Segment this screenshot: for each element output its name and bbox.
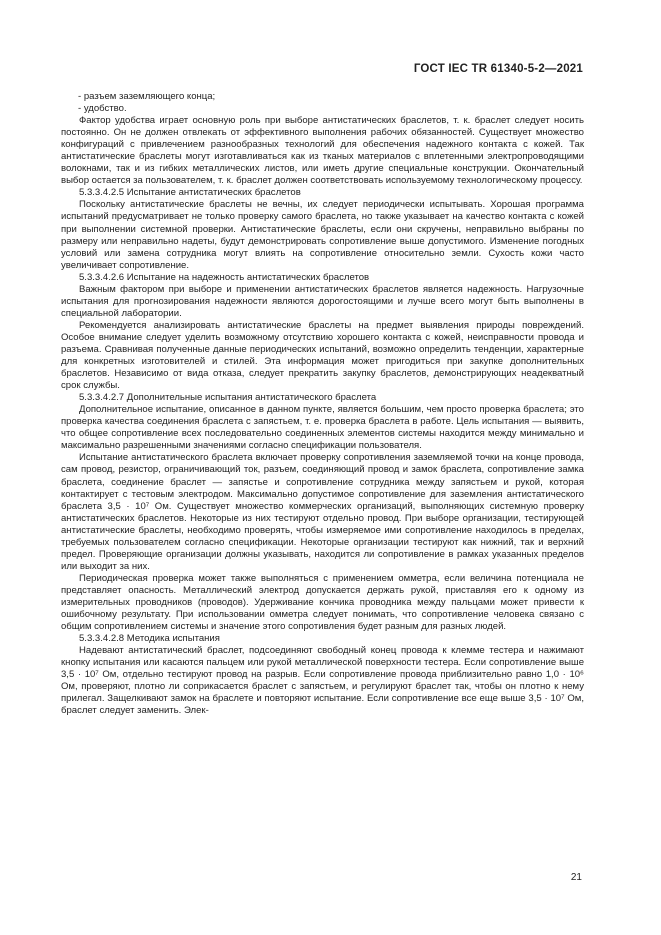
list-item-convenience: - удобство.: [78, 103, 127, 115]
paragraph: Дополнительное испытание, описанное в данном пункте, является большим, чем просто проверка браслета; это проверка качества соединения браслета с запястьем, т. е. проверка браслета в работе. Цель испытания — выявить, что общее сопротивление всех последовательно соединенных элементов системы находится между минимально и максимально разрешенными значениями согласно спецификации пользователя.: [61, 404, 584, 452]
paragraph: Важным фактором при выборе и применении антистатических браслетов является надежность. Нагрузочные испытания для прогнозирования надежности являются дорогостоящими и лучше всего могут быть выполнены в специальной лаборатории.: [61, 283, 584, 319]
section-heading: 5.3.3.4.2.7 Дополнительные испытания антистатического браслета: [79, 392, 377, 404]
paragraph: Периодическая проверка может также выполняться с применением омметра, если величина потенциала не представляет опасность. Металлический электрод допускается держать рукой, приставляя его к одному из измерительных проводников (проводов). Удерживание кончика проводника между пальцами может привести к ошибочному результату. При использовании омметра следует понимать, что сопротивление человека связано с общим сопротивлением системы и значение этого сопротивления будет разным для разных людей.: [61, 572, 584, 633]
paragraph: Поскольку антистатические браслеты не вечны, их следует периодически испытывать. Хорошая программа испытаний предусматривает не только проверку самого браслета, но также указывает на качество контакта с кожей при выполнении системной проверки. Антистатические браслеты, если они скручены, неправильно выбраны по размеру или неправильно надеты, будут демонстрировать сопротивление выше допустимого. Изменение погодных условий или замена сотрудника могут влиять на сопротивление относительно земли. Сухость кожи часто увеличивает сопротивление.: [61, 199, 584, 271]
paragraph: Рекомендуется анализировать антистатические браслеты на предмет выявления природы повреждений. Особое внимание следует уделить возможному отсутствию хорошего контакта с кожей, неисправности провода и разъема. Сравнивая полученные данные периодических испытаний, возможно определить тенденции, характерные для конкретных изготовителей и стилей. Эта информация может пригодиться при закупке дополнительных браслетов. Независимо от вида отказа, следует прекратить закупку браслетов, демонстрирующих неадекватный срок службы.: [61, 319, 584, 392]
document-body: [61, 91, 584, 717]
paragraph: Испытание антистатического браслета включает проверку сопротивления заземляемой точки на конце провода, сам провод, резистор, ограничивающий ток, разъем, соединяющий провод и замок браслета, сопротивление замка браслета, соединение браслет — запястье и сопротивление сотрудника между запястьем и рукой, которая контактирует с тестовым электродом. Максимально допустимое сопротивление для заземления антистатического браслета 3,5 · 10⁷ Ом. Существует множество коммерческих организаций, выполняющих системную проверку антистатических браслетов. Некоторые из них тестируют отдельно провод. При выборе организации, тестирующей антистатические браслеты, необходимо проверять, чтобы измеряемое ими сопротивление находилось в пределах, требуемых пользователем согласно спецификации. Некоторые организации тестируют как нижний, так и верхний предел. Проверяющие организации должны указывать, находится ли сопротивление в рамках указанных пределов или выходит за них.: [61, 452, 584, 572]
list-item-ground-connector: - разъем заземляющего конца;: [78, 91, 216, 102]
paragraph: Надевают антистатический браслет, подсоединяют свободный конец провода к клемме тестера и нажимают кнопку испытания или касаются пальцем или рукой металлической поверхности тестера. Если сопротивление выше 3,5 · 10⁷ Ом, отдельно тестируют провод на разрыв. Если сопротивление провода приблизительно равно 1,0 · 10⁶ Ом, проверяют, плотно ли соприкасается браслет с запястьем, и регулируют браслет так, чтобы он плотно к нему прилегал. Защелкивают замок на браслете и повторяют испытание. Если сопротивление все еще выше 3,5 · 10⁷ Ом, браслет следует заменить. Элек-: [61, 645, 584, 717]
page-number: 21: [570, 872, 582, 883]
section-heading: 5.3.3.4.2.6 Испытание на надежность антистатических браслетов: [79, 271, 370, 283]
section-heading: 5.3.3.4.2.8 Методика испытания: [79, 633, 220, 645]
section-heading: 5.3.3.4.2.5 Испытание антистатических браслетов: [79, 187, 301, 199]
paragraph: Фактор удобства играет основную роль при выборе антистатических браслетов, т. к. браслет следует носить постоянно. Он не должен отвлекать от эффективного выполнения рабочих обязанностей. Существует множество конфигураций с привлечением разнообразных технологий для обеспечения надежного контакта с кожей. Так антистатические браслеты могут изготавливаться как из тканых материалов с вплетенными электропроводящими волокнами, так и из гибких металлических листов, или иметь другие специальные конструкции. Окончательный выбор остается за пользователем, т. к. браслет должен соответствовать используемому технологическому процессу.: [61, 115, 584, 187]
document-header: ГОСТ IEC TR 61340-5-2—2021: [413, 63, 583, 75]
